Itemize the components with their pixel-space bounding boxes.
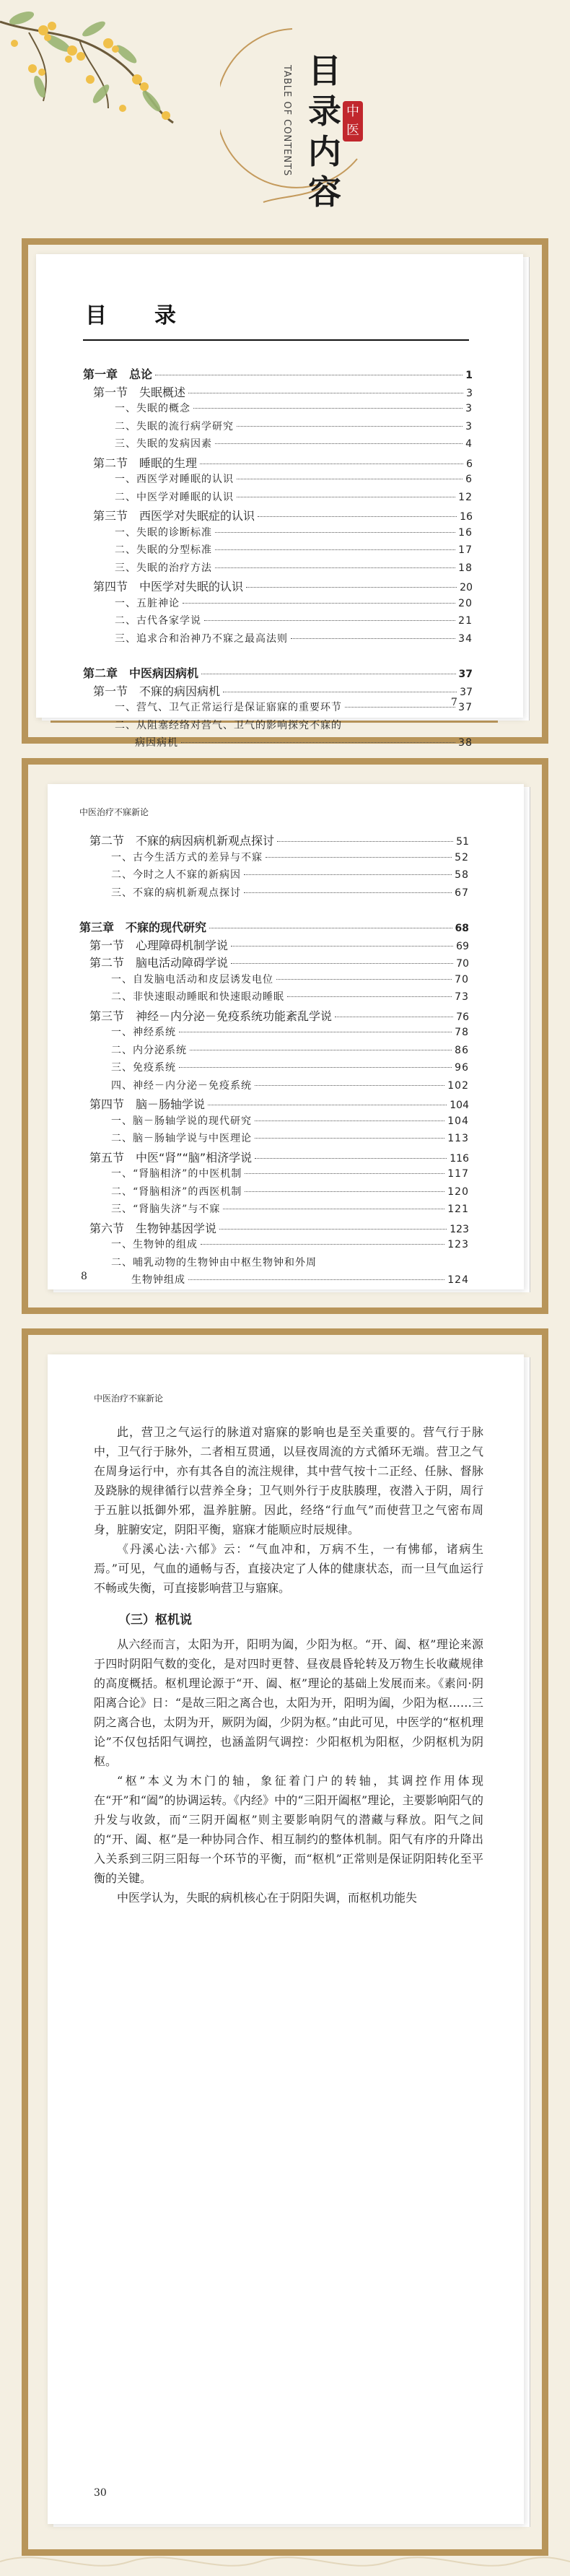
toc-label: 二、哺乳动物的生物钟由中枢生物钟和外周 [111,1256,317,1269]
toc-item[interactable] [115,700,473,714]
toc-heading: 目 录 [85,303,189,328]
paragraph: 此，营卫之气运行的脉道对寤寐的影响也是至关重要的。营气行于脉中，卫气行于脉外，二者相互贯通，以昼夜周流的方式循环无端。营卫之气在周身运行中，亦有其各自的流注规律，其中营气按十二正经、任脉、督脉及跷脉的规律循行以营养全身；卫气则外行于皮肤腠理，夜潜入于阴，周行于五脏以抵御外邪，温养脏腑。因此，经络“行血气”而使营卫之气密布周身，脏腑安定，阴阳平衡，寤寐才能顺应时辰规律。 [94,1425,483,1536]
toc-page-number: 116 [450,1152,469,1165]
toc-item[interactable] [111,885,469,900]
toc-item[interactable] [111,1131,469,1145]
dot-leader [179,1067,452,1068]
toc-section[interactable] [93,682,473,699]
toc-item[interactable] [111,1043,469,1057]
toc-item[interactable] [115,419,473,433]
toc-label: 第四节 中医学对失眠的认识 [93,580,244,593]
toc-item[interactable] [111,972,469,986]
toc-section[interactable] [93,578,473,594]
toc-page-number: 117 [447,1168,469,1180]
toc-label: 四、神经－内分泌－免疫系统 [111,1079,252,1092]
toc-page-number: 120 [447,1185,469,1198]
toc-label: 二、非快速眼动睡眠和快速眼动睡眠 [111,991,284,1003]
toc-chapter[interactable] [79,918,469,935]
toc-item[interactable] [115,525,473,539]
toc-page-number: 3 [466,387,473,399]
page-number: 8 [81,1271,87,1282]
toc-page-number: 86 [455,1044,469,1056]
title-block [206,22,379,217]
dot-leader [231,963,453,964]
toc-page-number: 16 [460,511,473,523]
dot-leader [237,426,462,427]
dot-leader [183,603,455,604]
toc-page-2 [0,758,570,1328]
toc-item[interactable] [115,471,473,486]
toc-item[interactable] [111,1113,469,1128]
subheading: （三）枢机说 [118,1613,192,1627]
toc-page-number: 21 [458,615,473,627]
toc-chapter[interactable] [83,365,473,382]
toc-item[interactable] [115,631,473,645]
toc-label: 三、失眠的发病因素 [115,438,212,450]
toc-section[interactable] [89,1007,469,1024]
toc-label: 第二节 睡眠的生理 [93,456,198,470]
toc-section[interactable] [89,1149,469,1165]
dot-leader [244,892,452,893]
toc-item[interactable] [115,560,473,575]
toc-label: 三、不寐的病机新观点探讨 [111,887,241,899]
toc-item[interactable] [111,1237,469,1251]
toc-page-number: 38 [458,737,473,749]
dot-leader [277,841,453,842]
toc-page-number: 69 [456,940,469,952]
toc-page-number: 20 [460,582,473,593]
toc-page-number: 104 [450,1100,469,1111]
toc-item[interactable] [115,613,473,627]
toc-item[interactable] [111,1184,469,1198]
toc-label: 三、失眠的治疗方法 [115,562,212,574]
toc-page-number: 37 [458,669,473,680]
toc-page-number: 3 [465,403,473,414]
toc-label: 二、古代各家学说 [115,615,201,627]
toc-page-number: 18 [458,562,473,574]
title-english: TABLE OF CONTENTS [281,65,292,177]
paragraph: “枢”本义为木门的轴，象征着门户的转轴，其调控作用体现在“开”和“阖”的协调运转。《内经》中的“三阳开阖枢”理论，主要影响阳气的升发与收敛，而“三阴开阖枢”则主要影响阴气的潜藏与释放。阳气之间的“开、阖、枢”是一种协同合作、相互制约的整体机制。阳气有序的升降出入关系到三阴三阳每一个环节的平衡，而“枢机”正常则是保证阴阳转化至平衡的关键。 [94,1774,483,1885]
dot-leader [219,1229,447,1230]
toc-item[interactable] [111,1166,469,1180]
toc-label: 第二章 中医病因病机 [83,666,199,680]
toc-page-number: 123 [447,1239,469,1250]
toc-item[interactable] [111,1024,469,1039]
toc-label: 二、中医学对睡眠的认识 [115,491,234,503]
toc-page-number: 6 [466,458,473,470]
toc-label: 第三章 不寐的现代研究 [79,921,207,934]
toc-label: 病因病机 [135,737,178,749]
toc-page-number: 113 [447,1133,469,1144]
toc-page-number: 67 [455,887,469,899]
dot-leader [287,996,452,997]
heading-rule [83,339,469,341]
toc-page-number: 73 [455,991,469,1003]
dot-leader [245,1173,444,1174]
toc-item[interactable] [115,489,473,504]
toc-section[interactable] [93,383,473,400]
dot-leader [181,742,455,743]
toc-page-number: 121 [447,1204,469,1215]
dot-leader [345,707,455,708]
toc-label: 三、“肾脑失济”与不寐 [111,1204,221,1215]
toc-section[interactable] [89,1095,469,1112]
dot-leader [255,1158,447,1159]
toc-page-1 [0,238,570,758]
toc-item[interactable] [115,401,473,415]
toc-item[interactable] [111,1078,469,1092]
toc-label: 一、脑－肠轴学说的现代研究 [111,1115,252,1127]
page-number: 30 [94,2487,107,2499]
dot-leader [276,979,452,980]
header [0,0,570,238]
page-title: 目录内容 [308,51,341,212]
toc-section[interactable] [89,936,469,953]
dot-leader [244,874,452,875]
toc-item[interactable] [115,542,473,557]
toc-label: 第五节 中医“肾”“脑”相济学说 [89,1150,253,1165]
toc-page-number: 58 [455,869,469,881]
toc-label: 二、内分泌系统 [111,1044,187,1056]
seal-stamp: 中医 [343,101,363,142]
toc-label: 二、“肾脑相济”的西医机制 [111,1185,242,1198]
toc-page-number: 124 [447,1274,469,1286]
toc-label: 一、西医学对睡眠的认识 [115,474,234,485]
toc-page-number: 37 [460,686,473,698]
paragraph: 《丹溪心法·六郁》云：“气血冲和，万病不生，一有怫郁，诸病生焉。”可见，气血的通畅与否，直接决定了人体的健康状态，而一旦气血运行不畅或失衡，可直接影响营卫与寤寐。 [94,1542,483,1595]
toc-item[interactable] [115,596,473,610]
dot-leader [215,532,455,533]
toc-page-number: 20 [458,597,473,609]
toc-label: 一、生物钟的组成 [111,1239,198,1250]
toc-item[interactable] [111,850,469,864]
toc-label: 第四节 脑－肠轴学说 [89,1097,206,1111]
dot-leader [246,587,457,588]
toc-page-number: 37 [458,702,473,713]
body-text [94,1422,483,1907]
toc-page-number: 51 [456,836,469,848]
paragraph: 从六经而言，太阳为开，阳明为阖，少阳为枢。“开、阖、枢”理论来源于四时阴阳气数的变化，是对四时更替、昼夜晨昏轮转及万物生长收藏规律的高度概括。枢机理论源于“开、阖、枢”理论的基础上发展而来。《素问·阴阳离合论》日：“是故三阳之离合也，太阳为开，阳明为阖，少阳为枢……三阴之离合也，太阴为开，厥阴为阖，少阴为枢。”由此可见，中医学的“枢机理论”不仅包括阳气调控，也涵盖阴气调控：少阳枢机为阳枢，少阴枢机为阴枢。 [94,1637,483,1768]
toc-item[interactable] [111,1060,469,1074]
toc-page-number: 34 [458,632,473,645]
toc-section[interactable] [89,1219,469,1236]
toc-page-number: 52 [455,851,469,863]
dot-leader [291,638,455,639]
toc-page-number: 102 [447,1079,469,1092]
toc-label: 第三节 神经－内分泌－免疫系统功能紊乱学说 [89,1009,333,1023]
toc-label: 第二节 脑电活动障碍学说 [89,956,229,970]
toc-label: 一、失眠的诊断标准 [115,526,212,539]
toc-section[interactable] [89,832,469,848]
toc-section[interactable] [89,954,469,970]
toc-label: 二、脑－肠轴学说与中医理论 [111,1133,252,1144]
toc-label: 一、营气、卫气正常运行是保证寤寐的重要环节 [115,702,342,713]
toc-label: 三、追求合和治神乃不寐之最高法则 [115,632,288,645]
toc-page-number: 78 [455,1027,469,1038]
toc-label: 一、神经系统 [111,1027,176,1038]
toc-page-number: 6 [465,474,473,485]
toc-label: 一、失眠的概念 [115,403,190,414]
dot-leader [231,946,453,947]
toc-label: 第一节 心理障碍机制学说 [89,938,229,952]
toc-page-number: 70 [455,973,469,985]
toc-label: 一、古今生活方式的差异与不寐 [111,851,263,863]
toc-label: 第一章 总论 [83,367,153,381]
toc-label: 第一节 失眠概述 [93,385,186,399]
toc-page-number: 96 [455,1062,469,1074]
running-head: 中医治疗不寐新论 [79,807,149,817]
paragraph: 中医学认为，失眠的病机核心在于阴阳失调，而枢机功能失 [117,1891,418,1905]
text-page-3 [0,1328,570,2576]
toc-page-number: 17 [458,544,473,556]
dot-leader [201,1244,444,1245]
toc-chapter[interactable] [83,664,473,681]
toc-page-number: 16 [458,526,473,539]
toc-label: 二、今时之人不寐的新病因 [111,869,241,881]
toc-page-number: 76 [456,1011,469,1023]
toc-page-number: 4 [465,438,473,450]
toc-label: 第一节 不寐的病因病机 [93,684,221,698]
toc-page-number: 104 [447,1115,469,1127]
toc-item[interactable] [115,718,473,732]
toc-item[interactable] [131,1272,469,1287]
dot-leader [188,1279,444,1280]
dot-leader [215,443,462,444]
toc-label: 二、失眠的分型标准 [115,544,212,556]
osmanthus-branch-icon [0,0,188,173]
toc-label: 一、五脏神论 [115,597,180,609]
toc-item[interactable] [111,1201,469,1216]
toc-label: 一、自发脑电活动和皮层诱发电位 [111,973,273,985]
toc-label: 第六节 生物钟基因学说 [89,1221,217,1235]
toc-section[interactable] [93,507,473,523]
dot-leader [193,408,462,409]
toc-section[interactable] [93,454,473,471]
toc-label: 第三节 西医学对失眠症的认识 [93,509,255,523]
dot-leader [215,549,455,550]
toc-page-number: 1 [465,370,473,381]
page-number: 7 [451,697,457,708]
toc-page-number: 123 [450,1223,469,1235]
toc-label: 三、免疫系统 [111,1062,176,1074]
toc-page-number: 70 [456,958,469,970]
toc-label: 二、从阻塞经络对营气、卫气的影响探究不寐的 [115,719,342,731]
dot-leader [204,620,455,621]
dot-leader [245,1191,444,1192]
toc-label: 生物钟组成 [131,1274,185,1286]
wave-pattern-icon [0,2533,570,2576]
toc-page-number: 68 [455,923,469,934]
toc-item[interactable] [135,735,473,749]
dot-leader [266,857,452,858]
toc-page-number: 12 [458,491,473,503]
toc-page-number: 3 [465,420,473,432]
toc-label: 一、“肾脑相济”的中医机制 [111,1168,242,1180]
dot-leader [258,516,457,517]
toc-item[interactable] [115,436,473,451]
toc-item[interactable] [111,867,469,882]
toc-item[interactable] [111,1255,469,1269]
dot-leader [255,1138,444,1139]
toc-label: 二、失眠的流行病学研究 [115,420,234,432]
toc-item[interactable] [111,989,469,1004]
toc-label: 第二节 不寐的病因病机新观点探讨 [89,834,275,848]
dot-leader [255,1085,444,1086]
dot-leader [215,567,455,568]
running-head: 中医治疗不寐新论 [94,1393,164,1404]
